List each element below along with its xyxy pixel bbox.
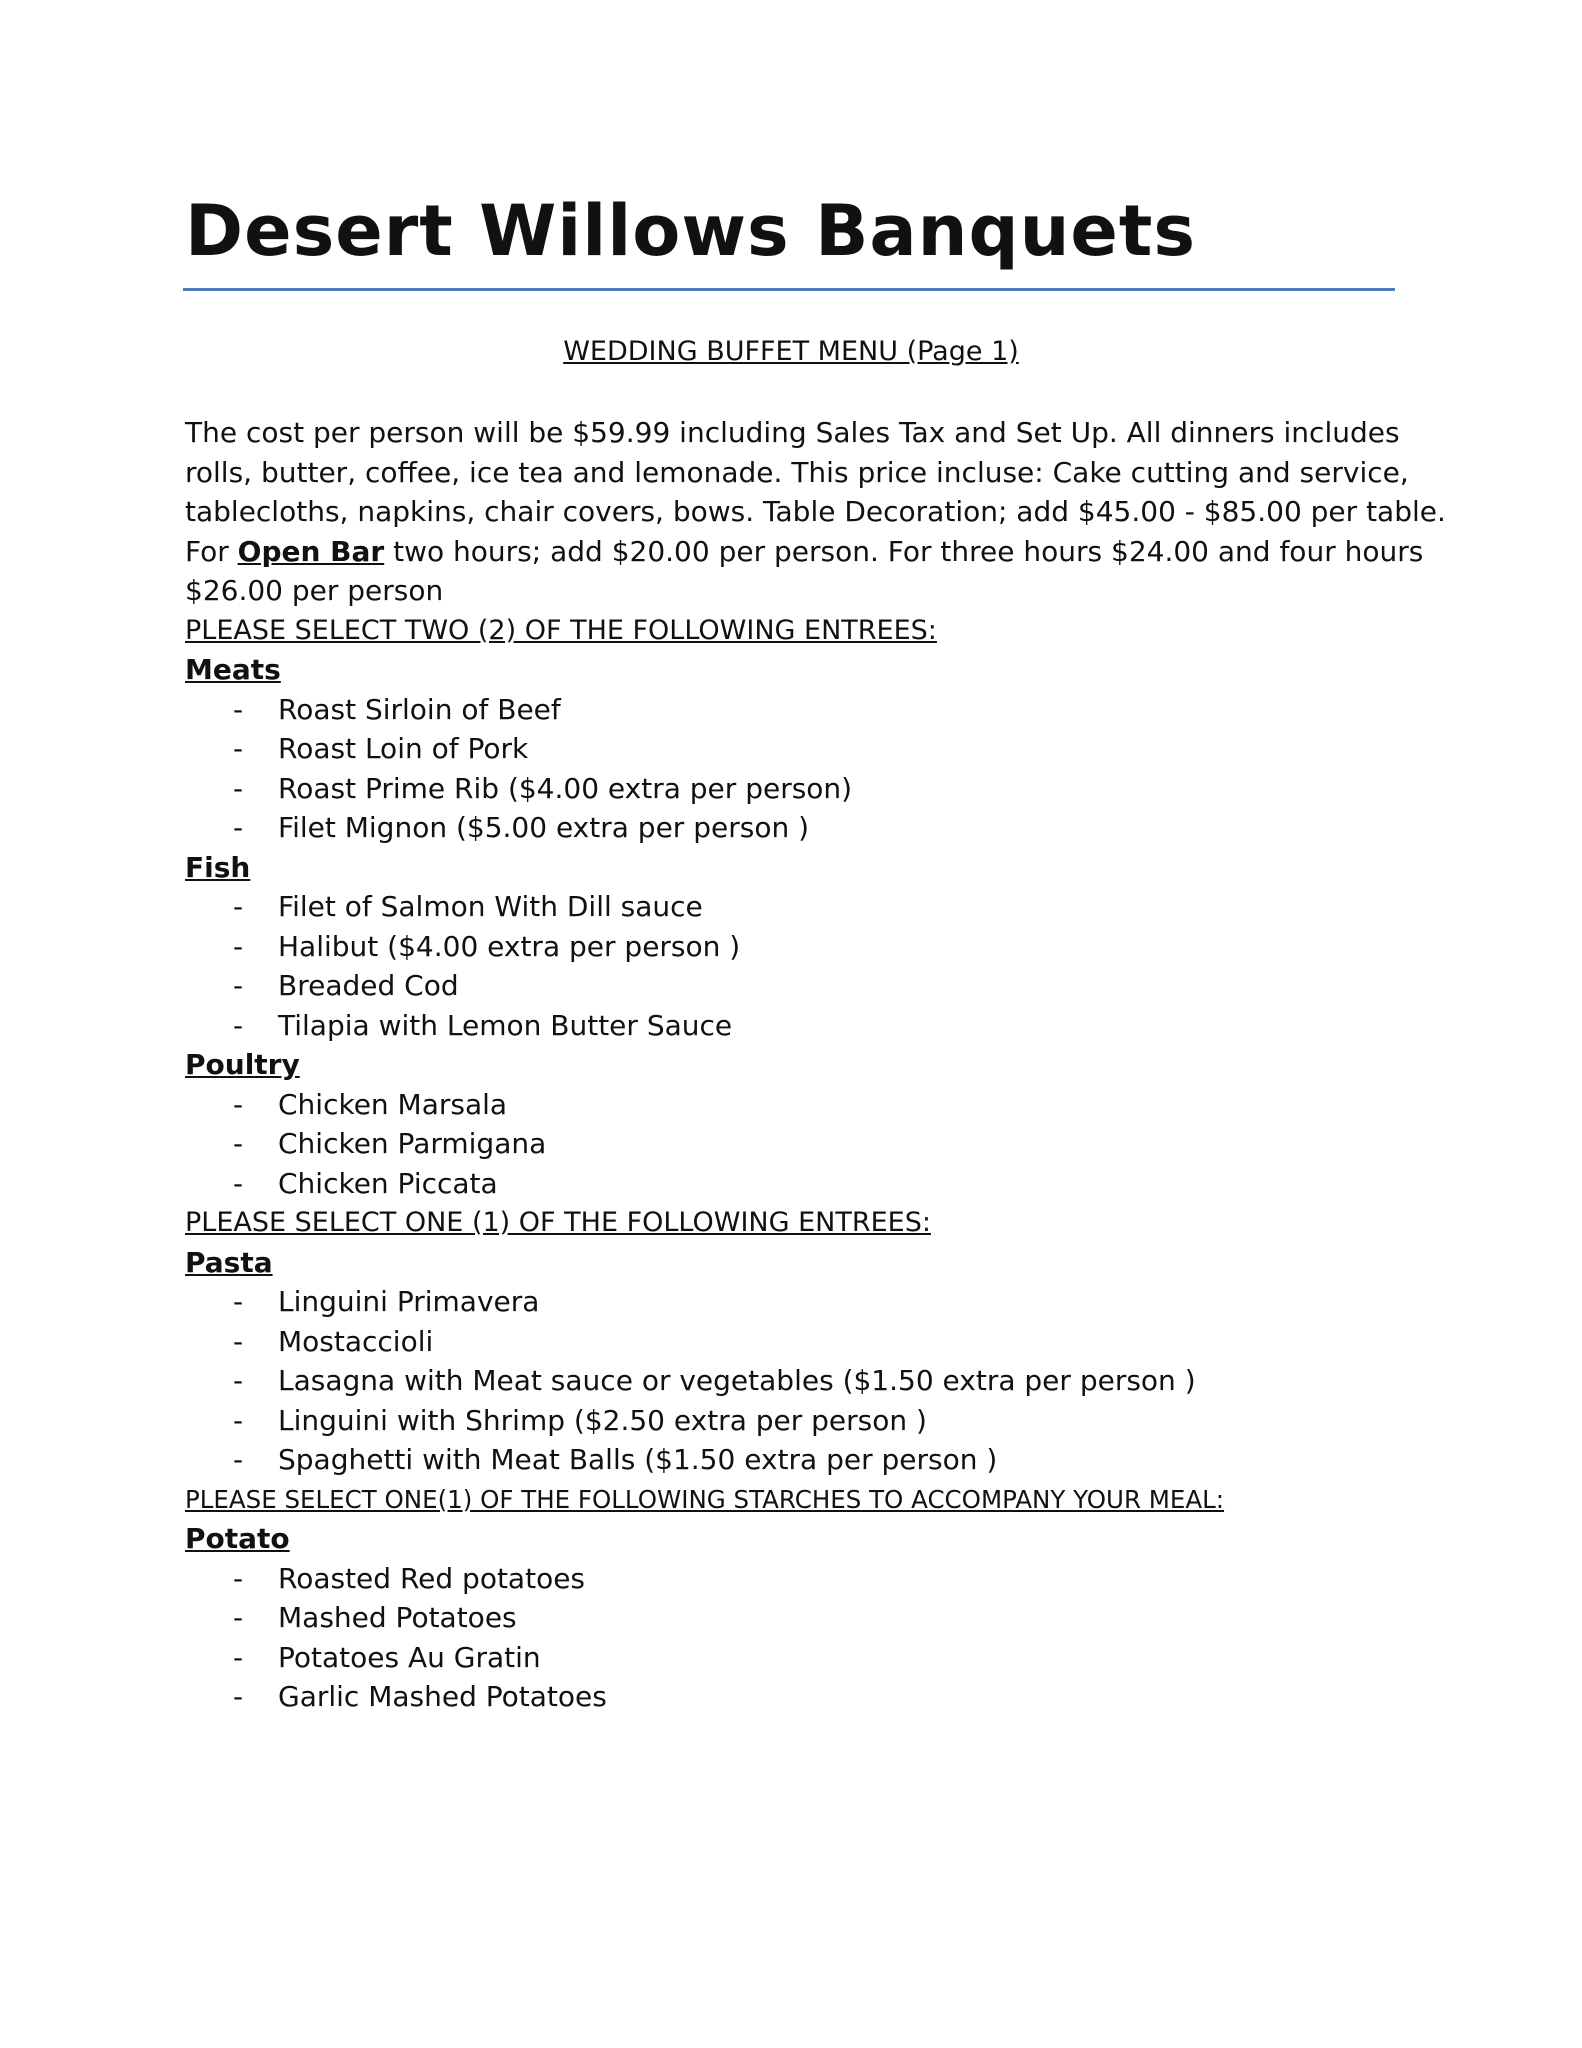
- list-item: [185, 1440, 1400, 1480]
- potato-list: [185, 1559, 1400, 1717]
- item-label: Mostaccioli: [278, 1324, 434, 1358]
- item-label: Chicken Parmigana: [278, 1127, 547, 1160]
- bullet-dash: -: [233, 692, 244, 726]
- list-item: [185, 1677, 1400, 1717]
- item-label: Chicken Marsala: [278, 1087, 508, 1121]
- bullet-dash: -: [233, 732, 244, 765]
- category-pasta: Pasta: [185, 1245, 273, 1279]
- list-item: [185, 808, 1400, 848]
- item-label: Roast Sirloin of Beef: [278, 692, 561, 726]
- fish-list: [185, 887, 1400, 1045]
- list-item: [185, 1124, 1400, 1164]
- bullet-dash: -: [233, 1285, 244, 1318]
- bullet-dash: -: [233, 1601, 244, 1634]
- bullet-dash: -: [233, 1680, 244, 1713]
- item-label: Garlic Mashed Potatoes: [278, 1680, 607, 1713]
- item-label: Potatoes Au Gratin: [278, 1640, 541, 1674]
- bullet-dash: -: [233, 969, 244, 1002]
- list-item: [185, 1559, 1400, 1599]
- list-item: [185, 1598, 1400, 1638]
- list-item: [185, 1401, 1400, 1441]
- list-item: [185, 1361, 1400, 1401]
- bullet-dash: -: [233, 1166, 244, 1200]
- intro-text: two hours; add $20.00 per person. For three hours $24.00 and four hours: [384, 534, 1424, 568]
- meats-list: [185, 690, 1400, 848]
- bullet-dash: -: [233, 1364, 244, 1397]
- bullet-dash: -: [233, 1561, 244, 1595]
- item-label: Roasted Red potatoes: [278, 1561, 586, 1595]
- intro-line: $26.00 per person: [185, 574, 444, 607]
- intro-line: [185, 532, 1424, 572]
- list-item: [185, 769, 1400, 809]
- list-item: [185, 1164, 1400, 1204]
- title-divider: [183, 288, 1395, 291]
- bullet-dash: -: [233, 1008, 244, 1042]
- list-item: [185, 927, 1400, 967]
- instruction-select-two-entrees: PLEASE SELECT TWO (2) OF THE FOLLOWING ENTREES:: [185, 614, 937, 646]
- open-bar-label: Open Bar: [237, 534, 385, 568]
- item-label: Roast Prime Rib ($4.00 extra per person): [278, 771, 853, 805]
- bullet-dash: -: [233, 1324, 244, 1358]
- pasta-list: [185, 1282, 1400, 1480]
- list-item: [185, 1085, 1400, 1125]
- list-item: [185, 1322, 1400, 1362]
- list-item: [185, 690, 1400, 730]
- bullet-dash: -: [233, 1640, 244, 1674]
- list-item: [185, 966, 1400, 1006]
- bullet-dash: -: [233, 1403, 244, 1437]
- item-label: Halibut ($4.00 extra per person ): [278, 929, 741, 963]
- item-label: Chicken Piccata: [278, 1166, 498, 1200]
- category-potato: Potato: [185, 1522, 290, 1555]
- item-label: Filet of Salmon With Dill sauce: [278, 890, 703, 923]
- list-item: [185, 1282, 1400, 1322]
- item-label: Linguini with Shrimp ($2.50 extra per person ): [278, 1403, 927, 1437]
- item-label: Linguini Primavera: [278, 1285, 540, 1318]
- list-item: [185, 887, 1400, 927]
- item-label: Mashed Potatoes: [278, 1601, 517, 1634]
- page-title: Desert Willows Banquets: [185, 190, 1197, 272]
- intro-paragraph: [185, 413, 1446, 611]
- instruction-select-one-starch: PLEASE SELECT ONE(1) OF THE FOLLOWING STARCHES TO ACCOMPANY YOUR MEAL:: [185, 1484, 1225, 1514]
- item-label: Breaded Cod: [278, 969, 459, 1002]
- item-label: Filet Mignon ($5.00 extra per person ): [278, 811, 810, 844]
- item-label: Spaghetti with Meat Balls ($1.50 extra per person ): [278, 1443, 998, 1476]
- item-label: Lasagna with Meat sauce or vegetables ($1.50 extra per person ): [278, 1364, 1196, 1397]
- poultry-list: [185, 1085, 1400, 1204]
- list-item: [185, 1006, 1400, 1046]
- category-fish: Fish: [185, 850, 251, 884]
- bullet-dash: -: [233, 811, 244, 844]
- bullet-dash: -: [233, 1087, 244, 1121]
- bullet-dash: -: [233, 890, 244, 923]
- bullet-dash: -: [233, 929, 244, 963]
- item-label: Roast Loin of Pork: [278, 732, 529, 765]
- intro-text: For: [185, 534, 238, 568]
- intro-line: rolls, butter, coffee, ice tea and lemonade. This price incluse: Cake cutting and service,: [185, 455, 1409, 489]
- intro-line: The cost per person will be $59.99 including Sales Tax and Set Up. All dinners includes: [185, 416, 1400, 449]
- list-item: [185, 729, 1400, 769]
- bullet-dash: -: [233, 1127, 244, 1160]
- menu-subtitle: WEDDING BUFFET MENU (Page 1): [563, 336, 1019, 367]
- menu-content: [185, 413, 1446, 1717]
- item-label: Tilapia with Lemon Butter Sauce: [278, 1008, 733, 1042]
- list-item: [185, 1638, 1400, 1678]
- intro-line: tablecloths, napkins, chair covers, bows. Table Decoration; add $45.00 - $85.00 per table.: [185, 495, 1446, 528]
- bullet-dash: -: [233, 771, 244, 805]
- category-meats: Meats: [185, 653, 281, 686]
- instruction-select-one-entree: PLEASE SELECT ONE (1) OF THE FOLLOWING ENTREES:: [185, 1207, 931, 1238]
- category-poultry: Poultry: [185, 1048, 300, 1081]
- bullet-dash: -: [233, 1443, 244, 1476]
